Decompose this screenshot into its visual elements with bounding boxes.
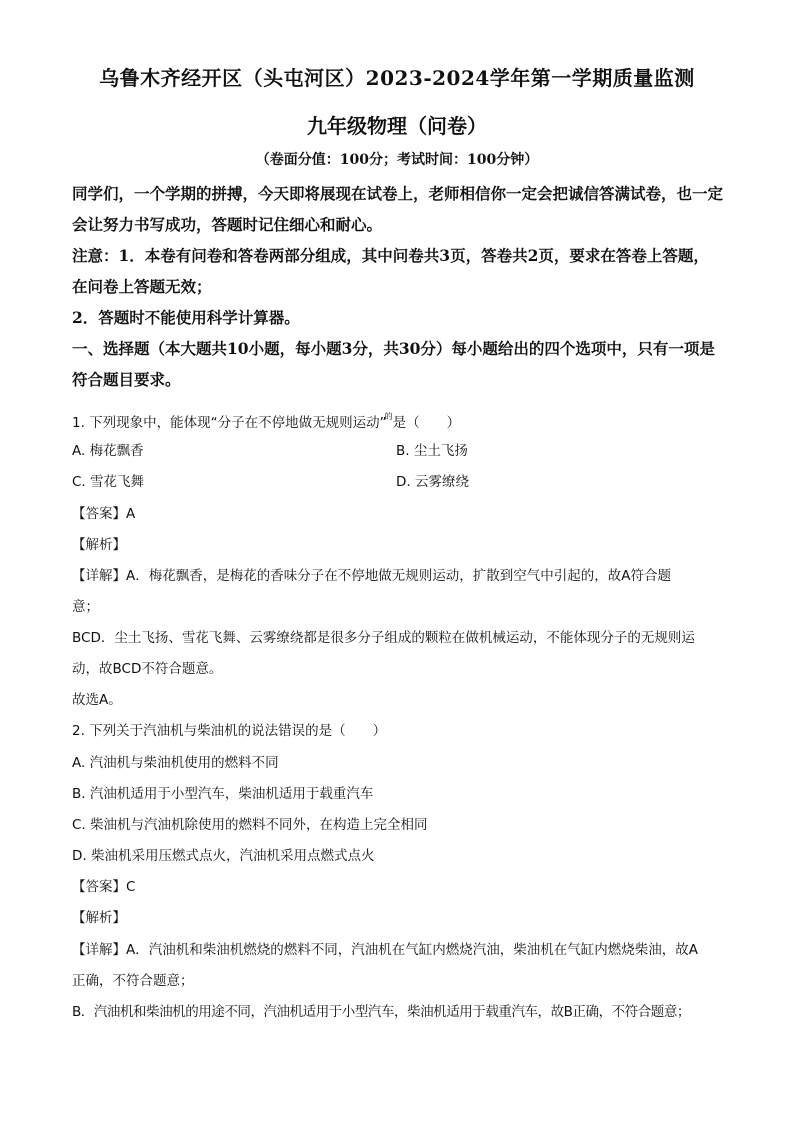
question-2-stem: 2. 下列关于汽油机与柴油机的说法错误的是（ ） — [72, 723, 387, 739]
question-2-option-a: A. 汽油机与柴油机使用的燃料不同 — [72, 755, 279, 771]
question-1-analysis-label: 【解析】 — [72, 537, 126, 553]
greeting-paragraph: 同学们，一个学期的拼搏，今天即将展现在试卷上，老师相信你一定会把诚信答满试卷，也一定会让努力书写成功，答题时记住细心和耐心。 — [72, 184, 724, 234]
question-1-option-a: A. 梅花飘香 — [72, 443, 144, 459]
section-heading: 一、选择题（本大题共10小题，每小题3分，共30分）每小题给出的四个选项中，只有一项是符合题目要求。 — [72, 339, 715, 389]
question-2-answer: 【答案】C — [72, 879, 136, 895]
question-1-stem — [72, 407, 724, 433]
page-subtitle: 九年级物理（问卷） — [307, 114, 487, 138]
question-2-option-b: B. 汽油机适用于小型汽车，柴油机适用于载重汽车 — [72, 786, 374, 802]
question-2-detail-line-1: 【详解】A．汽油机和柴油机燃烧的燃料不同，汽油机在气缸内燃烧汽油，柴油机在气缸内燃烧柴油，故A — [72, 942, 698, 958]
question-1-answer: 【答案】A — [72, 506, 136, 522]
question-2-option-c: C. 柴油机与汽油机除使用的燃料不同外，在构造上完全相同 — [72, 817, 428, 833]
score-time-info: （卷面分值：100分；考试时间：100分钟） — [255, 152, 539, 168]
question-1-option-d: D. 云雾缭绕 — [396, 474, 469, 490]
question-1-detail-line-3: BCD．尘土飞扬、雪花飞舞、云雾缭绕都是很多分子组成的颗粒在做机械运动，不能体现分子的无规则运 — [72, 630, 695, 646]
question-1-stem-end: 是（ ） — [392, 415, 461, 431]
question-1-stem-superscript: 的 — [384, 412, 393, 421]
page-title: 乌鲁木齐经开区（头屯河区）2023-2024学年第一学期质量监测 — [99, 66, 695, 90]
question-1-option-b: B. 尘土飞扬 — [396, 443, 468, 459]
question-1-option-c: C. 雪花飞舞 — [72, 474, 145, 490]
note-paragraph-2: 2．答题时不能使用科学计算器。 — [72, 308, 300, 327]
question-1-detail-line-2: 意； — [72, 599, 99, 615]
question-2-detail-line-3: B．汽油机和柴油机的用途不同，汽油机适用于小型汽车，柴油机适用于载重汽车，故B正确，不符合题意； — [72, 1004, 690, 1020]
question-2-detail-line-2: 正确，不符合题意； — [72, 973, 194, 989]
question-1-detail-line-1: 【详解】A．梅花飘香，是梅花的香味分子在不停地做无规则运动，扩散到空气中引起的，故A符合题 — [72, 568, 671, 584]
question-2-analysis-label: 【解析】 — [72, 910, 126, 926]
question-2-option-d: D. 柴油机采用压燃式点火，汽油机采用点燃式点火 — [72, 848, 375, 864]
question-1-conclusion: 故选A。 — [72, 692, 122, 708]
question-1-detail-line-4: 动，故BCD不符合题意。 — [72, 661, 223, 677]
question-1-stem-text: 1. 下列现象中，能体现“分子在不停地做无规则运动” — [72, 415, 387, 431]
note-paragraph-1: 注意：1．本卷有问卷和答卷两部分组成，其中问卷共3页，答卷共2页，要求在答卷上答题，在问卷上答题无效； — [72, 246, 709, 296]
